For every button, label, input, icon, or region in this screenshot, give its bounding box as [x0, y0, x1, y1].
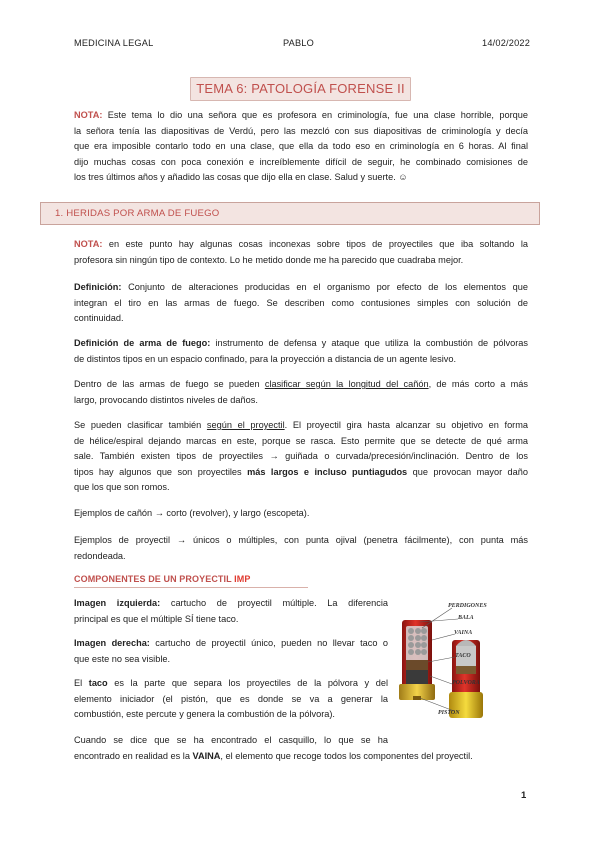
nota-proyectiles: [74, 237, 528, 268]
page-header: [74, 38, 530, 52]
paragraph-text: , el elemento que recoge todos los componentes del proyectil.: [220, 750, 473, 761]
intro-note: [74, 108, 528, 186]
paragraph-line: Conjunto de alteraciones producidas en el organismo por efecto de los elementos que: [121, 282, 528, 292]
intro-line: dijo muchas cosas con poca conexión e increíblemente difícil de seguir, he combinado comisiones de: [74, 156, 528, 167]
ejemplos-canon: [74, 506, 528, 522]
paragraph-text: , de más corto a más: [428, 379, 528, 389]
paragraph-line: integran el tiro en las armas de fuego. Se describen como contusiones simples con solución de: [74, 297, 528, 308]
label-taco: TACO: [455, 653, 471, 659]
subsection-heading: [74, 574, 250, 584]
imagen-izq-label: Imagen izquierda:: [74, 598, 161, 608]
paragraph-text: tipos hay algunos que son proyectiles: [74, 466, 248, 477]
bold-term: taco: [88, 678, 108, 688]
paragraph-line: Ejemplos de cañón → corto (revolver), y largo (escopeta).: [74, 508, 310, 518]
paragraph-line: cartucho de proyectil múltiple. La diferencia: [160, 598, 388, 608]
paragraph-text: . El proyectil gira hasta alcanzar su objetivo en forma: [284, 420, 528, 430]
paragraph-line: sale. También existen tipos de proyectiles → guiñada o curvada/precesión/inclinación. Dentro de los: [74, 451, 528, 462]
header-date: 14/02/2022: [482, 38, 530, 48]
wad: [406, 660, 428, 670]
intro-line: que era imposible contarlo todo en una clase, que ella da todo eso en criminología en 6 horas. Al final: [74, 141, 528, 152]
nota-label: NOTA:: [74, 239, 103, 249]
powder: [406, 670, 428, 684]
paragraph-line: largo, provocando distintos niveles de daños.: [74, 394, 258, 405]
cartridge-figure: [392, 600, 508, 726]
subsection-title: COMPONENTES DE UN PROYECTIL: [74, 574, 235, 584]
imagen-izquierda-paragraph: [74, 596, 388, 627]
section-heading-box: [40, 202, 540, 225]
paragraph-line: que este no sea visible.: [74, 653, 171, 664]
intro-line: Este tema lo dio una señora que es profesora en criminología, fue una clase horrible, porque: [102, 110, 528, 120]
paragraph-line: en este punto hay algunas cosas inconexas sobre tipos de proyectiles que iba soltando la: [102, 239, 528, 249]
nota-label: NOTA:: [74, 110, 103, 120]
paragraph-line: redondeada.: [74, 550, 126, 561]
document-title: TEMA 6: PATOLOGÍA FORENSE II: [196, 81, 405, 96]
title-box: [190, 77, 411, 101]
paragraph-line: profesora sin ningún tipo de contexto. Lo he metido donde me ha parecido que cuadraba mejor.: [74, 254, 464, 265]
ejemplos-proyectil: [74, 533, 528, 564]
paragraph-text: Se pueden clasificar también: [74, 420, 207, 430]
definicion-label: Definición:: [74, 282, 122, 292]
paragraph-line: continuidad.: [74, 313, 124, 324]
clasificacion-paragraph: [74, 377, 528, 408]
label-perdigones: PERDIGONES: [448, 603, 487, 609]
definicion-arma-label: Definición de arma de fuego:: [74, 338, 211, 348]
page-number: 1: [521, 790, 527, 801]
paragraph-line: de hélice/espiral dejando marcas en este, porque se rasca. Esto permite que se detecte de qué arma: [74, 435, 528, 446]
paragraph-line: combustión, este percute y genera la combustión de la pólvora).: [74, 709, 335, 720]
underlined-term: según el proyectil: [206, 420, 285, 430]
underlined-term: clasificar según la longitud del cañón: [264, 379, 429, 389]
label-bala: BALA: [458, 615, 474, 621]
intro-line: los tres últimos años y añadido las cosas que dijo ella en clase. Salud y suerte. ☺: [74, 172, 408, 183]
header-subject: MEDICINA LEGAL: [74, 38, 154, 48]
paragraph-line: que los que son romos.: [74, 482, 170, 493]
imagen-der-label: Imagen derecha:: [74, 638, 150, 648]
definicion-paragraph: [74, 280, 528, 327]
imp-badge: IMP: [234, 574, 251, 584]
paragraph-line: de distintos tipos en un espacio confinado, para la proyección a distancia de un agente lesivo.: [74, 353, 457, 364]
paragraph-text: encontrado en realidad es la: [74, 750, 193, 761]
section-heading: 1. HERIDAS POR ARMA DE FUEGO: [55, 208, 220, 219]
label-vaina: VAINA: [454, 630, 473, 636]
intro-line: la señora tenía las diapositivas de Verdú, pero las mezcló con sus diapositivas de criminología y decía: [74, 125, 528, 136]
label-piston: PISTON: [438, 710, 460, 716]
definicion-arma-paragraph: [74, 336, 528, 367]
taco-paragraph: [74, 676, 388, 723]
paragraph-text: que provocan mayor daño: [407, 466, 528, 477]
casquillo-paragraph: [74, 733, 524, 764]
cartridge-illustration: [392, 600, 508, 726]
paragraph-line: Cuando se dice que se ha encontrado el casquillo, lo que se ha: [74, 735, 388, 745]
paragraph-line: elemento iniciador (el pistón, que es donde se va a generar la: [74, 693, 388, 704]
paragraph-text: El: [74, 678, 89, 688]
paragraph-line: instrumento de defensa y ataque que utiliza la combustión de pólvoras: [210, 338, 528, 348]
paragraph-text: Dentro de las armas de fuego se pueden: [74, 379, 265, 389]
paragraph-text: es la parte que separa los proyectiles de la pólvora y del: [107, 678, 388, 688]
label-polvora: POLVORA: [452, 680, 480, 686]
imagen-derecha-paragraph: [74, 636, 388, 667]
bold-term: VAINA: [192, 750, 221, 761]
paragraph-line: Ejemplos de proyectil → únicos o múltiples, con punta ojival (penetra fácilmente), con punta más: [74, 535, 528, 545]
bold-term: más largos e incluso puntiagudos: [247, 466, 408, 477]
paragraph-line: cartucho de proyectil único, pueden no llevar taco o: [149, 638, 389, 648]
header-author: PABLO: [283, 38, 314, 48]
proyectil-paragraph: [74, 418, 528, 496]
subsection-underline: [74, 587, 308, 588]
paragraph-line: principal es que el múltiple SÍ tiene taco.: [74, 613, 239, 624]
